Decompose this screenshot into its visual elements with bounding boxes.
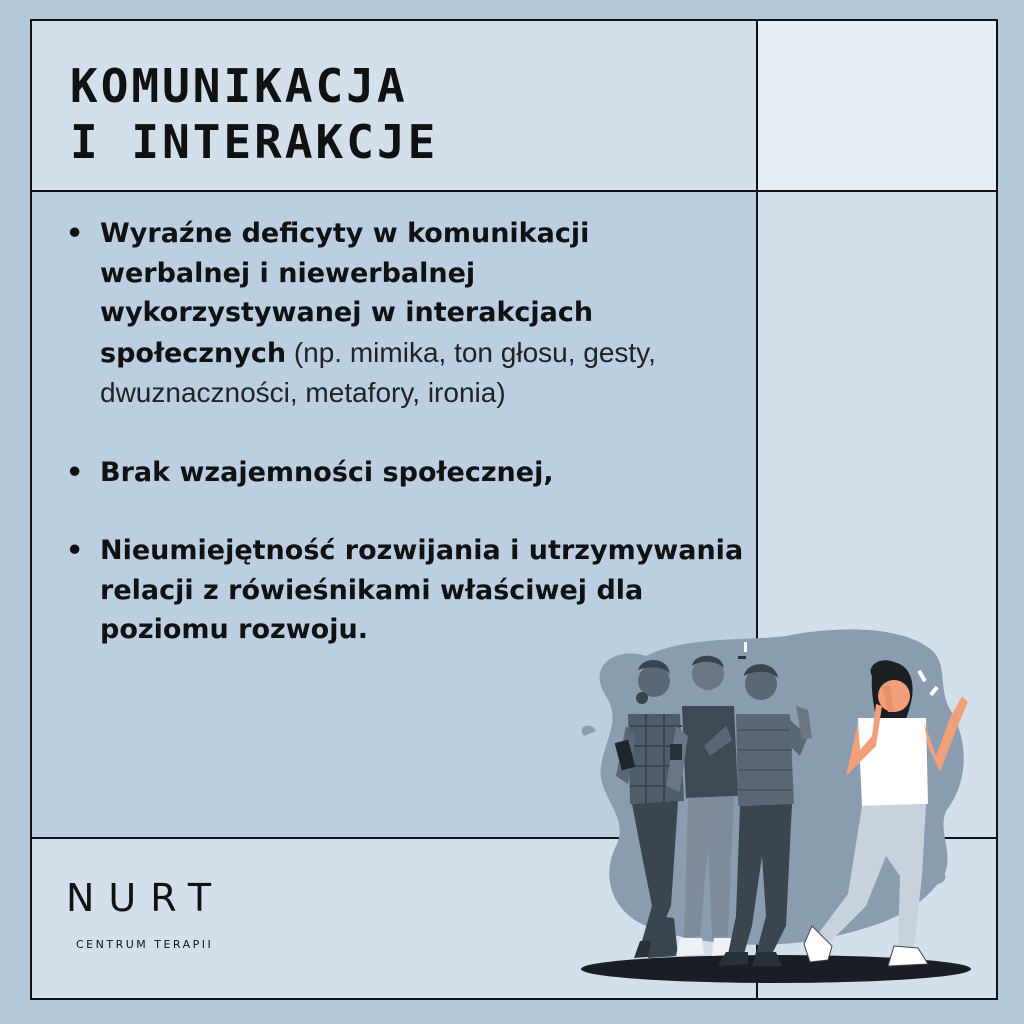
- bullet-1-light-text: (np. mimika, ton głosu, gesty, dwuznaczności, metafory, ironia): [100, 336, 656, 408]
- logo: [66, 876, 236, 951]
- logo-subtitle: CENTRUM TERAPII: [76, 938, 214, 951]
- bullet-2-bold-text: Brak wzajemności społecznej,: [100, 456, 554, 488]
- title-line-1: KOMUNIKACJA: [70, 59, 408, 113]
- people-group-and-distressed-woman-illustration: [576, 626, 980, 986]
- bullet-list: [66, 214, 746, 689]
- logo-name: NURT: [66, 876, 226, 920]
- bullet-3-bold-text: Nieumiejętność rozwijania i utrzymywania relacji z rówieśnikami właściwej dla poziomu rozwoju.: [100, 535, 744, 645]
- title-line-2: I INTERAKCJE: [70, 115, 439, 169]
- bullet-1-bold-text: Wyraźne deficyty w komunikacji werbalnej i niewerbalnej wykorzystywanej w interakcjach społecznych: [100, 218, 594, 369]
- page-title: [70, 58, 438, 170]
- list-item: [66, 214, 746, 414]
- list-item: [66, 453, 746, 493]
